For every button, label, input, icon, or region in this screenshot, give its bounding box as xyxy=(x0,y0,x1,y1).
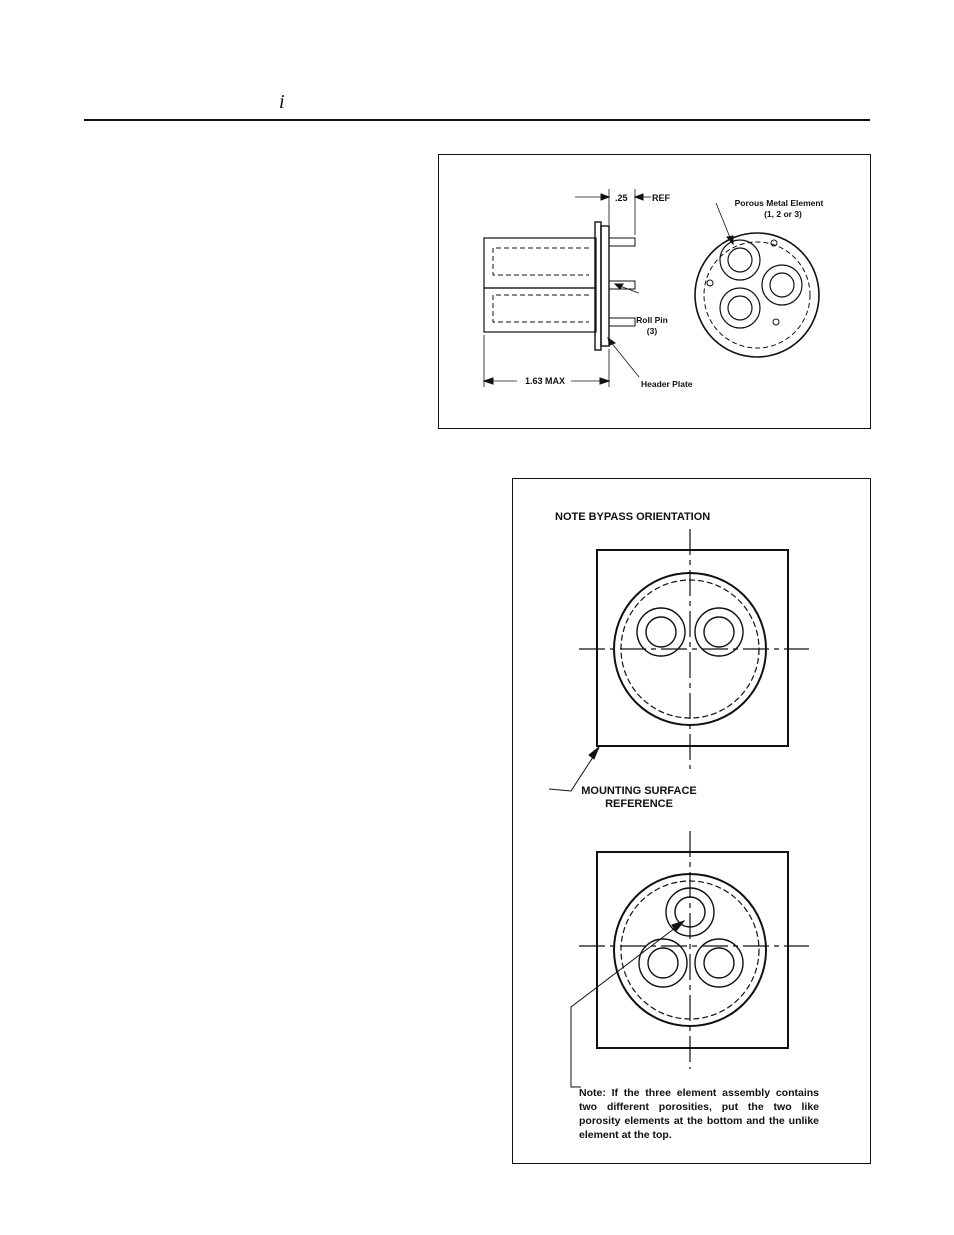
porous-element-count-label: (1, 2 or 3) xyxy=(764,209,802,219)
roll-pin-hole-3 xyxy=(773,319,779,325)
end-view xyxy=(695,203,819,357)
element-body-upper xyxy=(484,238,596,288)
porous-element-outer-2 xyxy=(762,265,802,305)
element-inner-right-bottom xyxy=(704,948,734,978)
mounting-surface-reference-label: REFERENCE xyxy=(605,798,673,810)
porous-element-inner-3 xyxy=(728,296,752,320)
side-view xyxy=(484,189,651,387)
hidden-bore-lower xyxy=(493,295,589,322)
roll-pin-bottom xyxy=(609,318,635,326)
header-rule xyxy=(84,119,870,121)
porous-element-outer-3 xyxy=(720,288,760,328)
mounting-surface-top xyxy=(597,550,788,746)
porosity-note: Note: If the three element assembly contains two different porosities, put the two like porosity elements at the bottom and the unlike element at the top. xyxy=(579,1087,819,1141)
three-element-view xyxy=(571,831,809,1087)
element-inner-right-top xyxy=(704,617,734,647)
length-dimension-label: 1.63 MAX xyxy=(524,376,566,386)
porous-element-outer-1 xyxy=(720,240,760,280)
porous-element-inner-2 xyxy=(770,273,794,297)
bypass-orientation-title: NOTE BYPASS ORIENTATION xyxy=(555,511,711,523)
mounting-surface-label: MOUNTING SURFACE xyxy=(581,785,697,797)
roll-pin-top xyxy=(609,238,635,246)
two-element-view xyxy=(549,529,809,791)
roll-pin-count-label: (3) xyxy=(646,326,658,336)
header-mark: i xyxy=(279,91,285,113)
roll-pin-hole-2 xyxy=(707,280,713,286)
header-plate-right xyxy=(601,226,609,346)
hidden-bore-upper xyxy=(493,248,589,275)
element-inner-left-top xyxy=(646,617,676,647)
porous-element-inner-1 xyxy=(728,248,752,272)
roll-pin-label: Roll Pin xyxy=(636,315,668,325)
bypass-orientation-drawing xyxy=(513,479,872,1165)
bypass-orientation-figure xyxy=(512,478,871,1164)
header-plate-outline xyxy=(695,233,819,357)
porous-element-label: Porous Metal Element xyxy=(734,198,824,208)
ref-label: REF xyxy=(652,193,670,203)
header-plate-label: Header Plate xyxy=(641,379,693,389)
element-assembly-drawing xyxy=(439,155,872,430)
element-assembly-figure xyxy=(438,154,871,429)
element-inner-left-bottom xyxy=(648,948,678,978)
dim-25-label: .25 xyxy=(615,193,628,203)
